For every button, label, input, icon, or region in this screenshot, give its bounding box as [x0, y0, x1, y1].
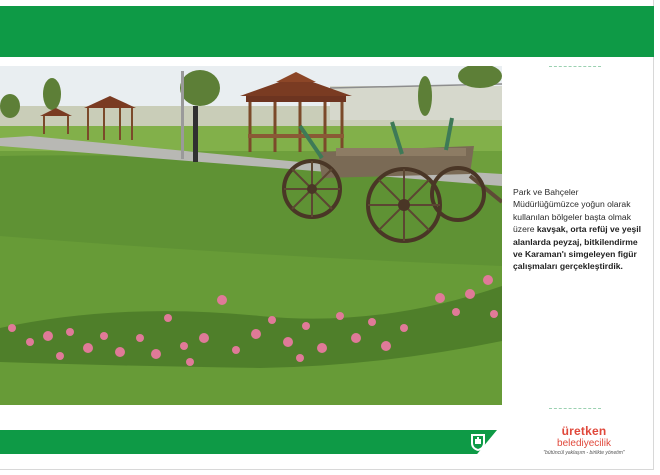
footer-band	[0, 430, 497, 454]
brand-tagline: "bütüncül yaklaşım - birlikte yönetim"	[543, 450, 625, 456]
park-photo	[0, 66, 502, 405]
body-paragraph	[513, 186, 643, 273]
brand-name-line1: üretken	[561, 424, 607, 438]
body-text-intro: Park ve Bahçeler Müdürlüğümüzce yoğun olarak kullanılan bölgeler başta olmak üzere	[513, 187, 631, 235]
divider-top	[549, 66, 601, 67]
divider-bottom	[549, 408, 601, 409]
municipality-crest-icon	[468, 432, 488, 452]
body-text-bold: kavşak, orta refüj ve yeşil alanlarda peyzaj, bitkilendirme ve Karaman'ı simgeleyen figür çalışmaları gerçekleştirdik.	[513, 224, 642, 272]
brand-logo	[532, 425, 636, 457]
brand-name-line2: belediyecilik	[557, 438, 611, 449]
body-text	[513, 186, 643, 273]
header-band	[0, 6, 654, 57]
